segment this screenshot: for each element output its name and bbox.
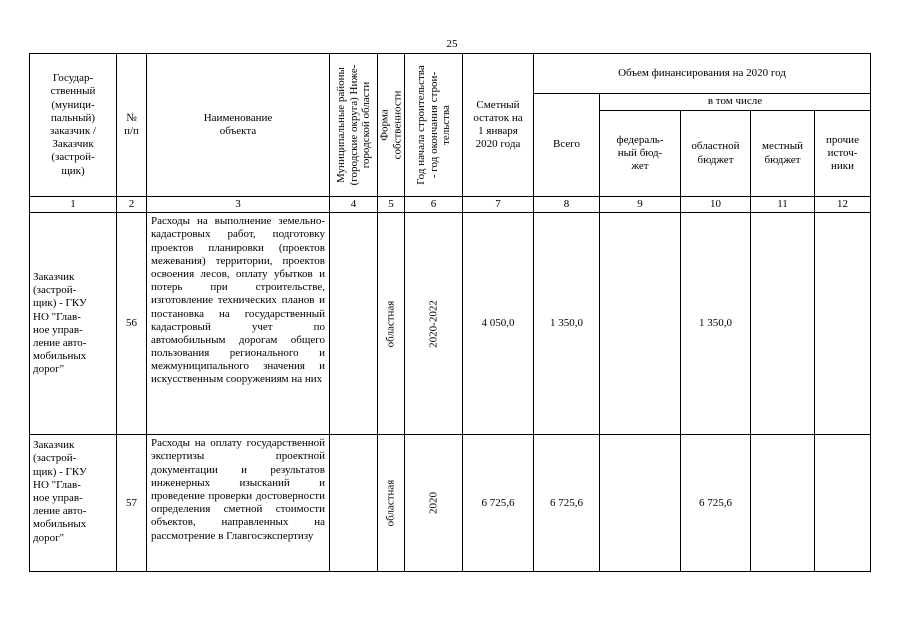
row-regional: 6 725,6 (681, 435, 751, 572)
row-other (815, 435, 871, 572)
col-num: 5 (378, 197, 405, 213)
row-ownership-cell (378, 213, 405, 435)
header-balance: Сметный остаток на 1 января 2020 года (463, 54, 534, 197)
financing-table (29, 53, 871, 572)
col-num: 2 (117, 197, 147, 213)
header-other: прочие источ- ники (815, 111, 871, 197)
col-num: 11 (751, 197, 815, 213)
row-local (751, 435, 815, 572)
row-district (330, 213, 378, 435)
col-num: 6 (405, 197, 463, 213)
row-ownership-cell (378, 435, 405, 572)
table-row (30, 435, 871, 572)
column-number-row (30, 197, 871, 213)
row-years-cell (405, 435, 463, 572)
header-including: в том числе (600, 94, 871, 111)
header-ownership-cell (378, 54, 405, 197)
header-object-name: Наименование объекта (147, 54, 330, 197)
col-num: 1 (30, 197, 117, 213)
row-years: 2020 (426, 492, 439, 515)
row-total: 6 725,6 (534, 435, 600, 572)
header-years: Год начала строительства - год окончания строи- тельства (414, 65, 452, 185)
row-customer: Заказчик (застрой- щик) - ГКУ НО "Глав- ное управ- ление авто- мобильных дорог" (30, 435, 117, 572)
row-other (815, 213, 871, 435)
col-num: 3 (147, 197, 330, 213)
row-object-name: Расходы на оплату государственной экспертизы проектной документации и результатов инженерных изысканий и проведение проверки достоверности определения сметной стоимости объектов, направленных на рассмотрение в Главгосэкспертизу (147, 435, 330, 572)
col-num: 10 (681, 197, 751, 213)
header-total: Всего (534, 94, 600, 197)
header-customer: Государ- ственный (муници- пальный) заказчик / Заказчик (застрой- щик) (30, 54, 117, 197)
row-ownership: областная (384, 479, 397, 527)
col-num: 9 (600, 197, 681, 213)
row-federal (600, 435, 681, 572)
header-local: местный бюджет (751, 111, 815, 197)
row-ownership: областная (384, 300, 397, 348)
col-num: 7 (463, 197, 534, 213)
col-num: 4 (330, 197, 378, 213)
row-num: 57 (117, 435, 147, 572)
header-regional: областной бюджет (681, 111, 751, 197)
header-districts: Муниципальные районы (городские округа) Ниже- городской области (334, 64, 372, 186)
header-funding-2020: Объем финансирования на 2020 год (534, 54, 871, 94)
row-years-cell (405, 213, 463, 435)
header-federal: федераль- ный бюд- жет (600, 111, 681, 197)
row-num: 56 (117, 213, 147, 435)
row-local (751, 213, 815, 435)
row-customer: Заказчик (застрой- щик) - ГКУ НО "Глав- ное управ- ление авто- мобильных дорог" (30, 213, 117, 435)
row-years: 2020-2022 (426, 299, 439, 348)
col-num: 8 (534, 197, 600, 213)
row-federal (600, 213, 681, 435)
row-district (330, 435, 378, 572)
header-num: № п/п (117, 54, 147, 197)
header-districts-cell (330, 54, 378, 197)
row-object-name: Расходы на выполнение земельно-кадастровых работ, подготовку проектов планировки (проектов межевания) территории, проектов освоения лесов, оплату убытков и потерь при строительстве, изготовление технических планов и постановка на государственный кадастровый учет по автомобильным дорогам общего пользования регионального и межмуниципального значения и искусственным сооружениям на них (147, 213, 330, 435)
table-row (30, 213, 871, 435)
row-total: 1 350,0 (534, 213, 600, 435)
col-num: 12 (815, 197, 871, 213)
header-ownership: Форма собственности (378, 90, 403, 160)
row-regional: 1 350,0 (681, 213, 751, 435)
row-balance: 4 050,0 (463, 213, 534, 435)
row-balance: 6 725,6 (463, 435, 534, 572)
header-years-cell (405, 54, 463, 197)
page-number: 25 (446, 38, 458, 50)
